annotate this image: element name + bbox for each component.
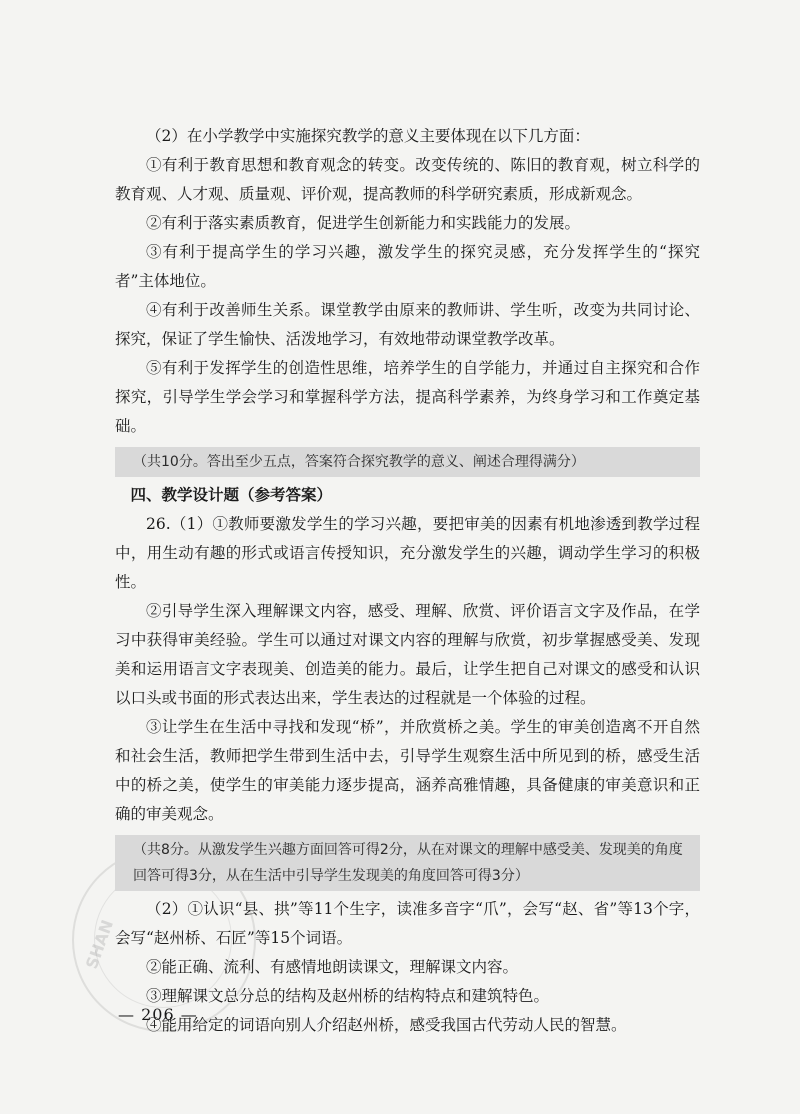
paragraph-goal-3: ③理解课文总分总的结构及赵州桥的结构特点和建筑特色。 <box>146 987 550 1005</box>
paragraph-point-2: ②有利于落实素质教育，促进学生创新能力和实践能力的发展。 <box>146 214 581 232</box>
paragraph-point-5: ⑤有利于发挥学生的创造性思维，培养学生的自学能力，并通过自主探究和合作探究，引导学生学会学习和掌握科学方法，提高科学素养，为终身学习和工作奠定基础。 <box>115 359 700 435</box>
content-body <box>115 122 700 1040</box>
scoring-note-2: （共8分。从激发学生兴趣方面回答可得2分，从在对课文的理解中感受美、发现美的角度回答可得3分，从在生活中引导学生发现美的角度回答可得3分） <box>115 835 700 891</box>
paragraph-goal-1: （2）①认识“县、拱”等11个生字，读准多音字“爪”，会写“赵、省”等13个字，会写“赵州桥、石匠”等15个词语。 <box>115 900 700 947</box>
paragraph-point-3: ③有利于提高学生的学习兴趣，激发学生的探究灵感，充分发挥学生的“探究者”主体地位。 <box>115 243 700 290</box>
svg-text:SHAN: SHAN <box>81 917 118 972</box>
paragraph-goal-4: ④能用给定的词语向别人介绍赵州桥，感受我国古代劳动人民的智慧。 <box>146 1016 627 1034</box>
paragraph-goal-2: ②能正确、流利、有感情地朗读课文，理解课文内容。 <box>146 958 519 976</box>
paragraph-q26-1: 26.（1）①教师要激发学生的学习兴趣，要把审美的因素有机地渗透到教学过程中，用生动有趣的形式或语言传授知识，充分激发学生的兴趣，调动学生学习的积极性。 <box>115 515 700 591</box>
page-number: — 206 — <box>118 1005 198 1024</box>
scoring-note-1: （共10分。答出至少五点，答案符合探究教学的意义、阐述合理得满分） <box>115 447 700 477</box>
paragraph-q26-2: ②引导学生深入理解课文内容，感受、理解、欣赏、评价语言文字及作品，在学习中获得审美经验。学生可以通过对课文内容的理解与欣赏，初步掌握感受美、发现美和运用语言文字表现美、创造美的能力。最后，让学生把自己对课文的感受和认识以口头或书面的形式表达出来，学生表达的过程就是一个体验的过程。 <box>115 602 700 707</box>
paragraph-point-1: ①有利于教育思想和教育观念的转变。改变传统的、陈旧的教育观，树立科学的教育观、人才观、质量观、评价观，提高教师的科学研究素质，形成新观念。 <box>115 156 700 203</box>
paragraph-q26-3: ③让学生在生活中寻找和发现“桥”，并欣赏桥之美。学生的审美创造离不开自然和社会生活，教师把学生带到生活中去，引导学生观察生活中所见到的桥，感受生活中的桥之美，使学生的审美能力逐步提高，涵养高雅情趣，具备健康的审美意识和正确的审美观念。 <box>115 718 700 823</box>
paragraph-intro: （2）在小学教学中实施探究教学的意义主要体现在以下几方面： <box>146 127 590 145</box>
paragraph-point-4: ④有利于改善师生关系。课堂教学由原来的教师讲、学生听，改变为共同讨论、探究，保证了学生愉快、活泼地学习，有效地带动课堂教学改革。 <box>115 301 700 348</box>
section-heading: 四、教学设计题（参考答案） <box>130 486 333 504</box>
